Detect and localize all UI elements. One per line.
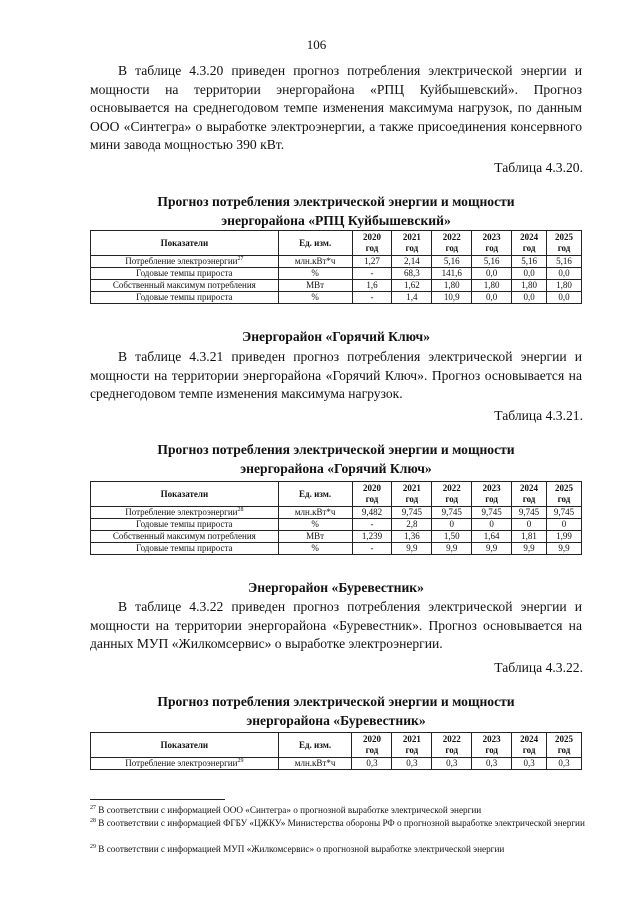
table-cell-value: 0,0	[547, 268, 582, 280]
row-indicator-text: Потребление электроэнергии	[125, 758, 238, 768]
table-cell-value: 1,36	[392, 531, 432, 543]
table-cell-value: 9,745	[392, 507, 432, 519]
section-heading-goryachy-klyuch: Энергорайон «Горячий Ключ»	[241, 329, 430, 344]
row-unit: МВт	[278, 531, 352, 543]
table-cell-value: 1,81	[512, 531, 547, 543]
year-label: год	[445, 494, 459, 504]
footnote-27: $^{27}$ В соответствии с информацией ООО «Синтегра» о прогнозной выработке электрической энергии	[90, 804, 482, 815]
forecast-table-burevestnik	[90, 732, 582, 770]
year-label: год	[522, 494, 536, 504]
year-label: год	[405, 243, 419, 253]
table-cell-value: 5,16	[512, 256, 547, 268]
row-unit: млн.кВт*ч	[278, 758, 352, 770]
row-indicator-text: Годовые темпы прироста	[136, 519, 233, 529]
year-label: год	[485, 243, 498, 253]
year-value: 2020	[362, 734, 381, 744]
row-indicator-text: Собственный максимум потребления	[112, 531, 256, 541]
table-cell-value: 1,62	[392, 280, 432, 292]
year-value: 2022	[442, 734, 461, 744]
table-cell-value: 1,27	[352, 256, 392, 268]
table-cell-value: 1,80	[512, 280, 547, 292]
row-unit: %	[278, 543, 352, 555]
table-cell-value: 0,3	[352, 758, 392, 770]
table-cell-value: 0,0	[472, 292, 512, 304]
table-cell-value: 0	[512, 519, 547, 531]
row-indicator-name	[91, 531, 279, 543]
table-title-4-3-20: Прогноз потребления электрической энергии и мощности энергорайона «РПЦ Куйбышевский»	[157, 194, 515, 228]
table-cell-value: 9,9	[392, 543, 432, 555]
table-cell-value: 1,239	[352, 531, 392, 543]
table-cell-value: 9,9	[432, 543, 472, 555]
table-cell-value: 9,9	[512, 543, 547, 555]
table-row	[91, 268, 582, 280]
year-value: 2020	[362, 232, 381, 242]
table-cell-value: -	[352, 292, 392, 304]
table-cell-value: 9,745	[432, 507, 472, 519]
table-cell-value: 5,16	[472, 256, 512, 268]
row-unit: МВт	[278, 280, 352, 292]
column-header-year	[392, 231, 432, 256]
row-unit: млн.кВт*ч	[278, 507, 352, 519]
table-cell-value: 1,80	[432, 280, 472, 292]
row-indicator-name	[91, 758, 279, 770]
column-header-year	[352, 733, 392, 758]
year-label: год	[445, 243, 459, 253]
table-cell-value: 0,3	[512, 758, 547, 770]
row-indicator-text: Собственный максимум потребления	[112, 280, 256, 290]
column-header-unit: Ед. изм.	[278, 231, 352, 256]
table-title-4-3-21: Прогноз потребления электрической энергии и мощности энергорайона «Горячий Ключ»	[157, 442, 515, 476]
forecast-table-goryachy-klyuch	[90, 481, 582, 555]
table-cell-value: 0	[432, 519, 472, 531]
column-header-year	[512, 231, 547, 256]
year-label: год	[522, 745, 536, 755]
year-label: год	[365, 494, 379, 504]
table-title-4-3-22: Прогноз потребления электрической энергии и мощности энергорайона «Буревестник»	[157, 694, 515, 728]
row-indicator-text: Потребление электроэнергии	[125, 507, 238, 517]
table-cell-value: 1,50	[432, 531, 472, 543]
table-cell-value: 0	[472, 519, 512, 531]
year-value: 2022	[442, 232, 461, 242]
table-cell-value: 0,0	[547, 292, 582, 304]
table-cell-value: 1,64	[472, 531, 512, 543]
table-cell-value: 141,6	[432, 268, 472, 280]
footnote-ref: 29	[237, 758, 244, 764]
table-cell-value: 9,745	[547, 507, 582, 519]
year-label: год	[365, 745, 379, 755]
forecast-table-rpc-kuibyshevsky	[90, 230, 582, 304]
table-cell-value: 1,80	[472, 280, 512, 292]
table-cell-value: 1,80	[547, 280, 582, 292]
year-value: 2022	[442, 483, 461, 493]
row-indicator-text: Годовые темпы прироста	[136, 268, 233, 278]
year-value: 2023	[482, 734, 501, 744]
table-cell-value: 0	[547, 519, 582, 531]
section-heading-burevestnik: Энергорайон «Буревестник»	[248, 580, 424, 595]
year-value: 2021	[402, 734, 421, 744]
table-cell-value: 0,3	[432, 758, 472, 770]
row-indicator-name	[91, 519, 279, 531]
table-label-4-3-22: Таблица 4.3.22.	[494, 660, 583, 675]
column-header-indicator: Показатели	[91, 482, 279, 507]
row-indicator-text: Годовые темпы прироста	[136, 292, 233, 302]
table-row	[91, 519, 582, 531]
column-header-indicator: Показатели	[91, 231, 279, 256]
footnote-separator	[90, 799, 225, 800]
column-header-year	[547, 231, 582, 256]
table-label-4-3-21: Таблица 4.3.21.	[494, 408, 583, 423]
table-cell-value: 5,16	[432, 256, 472, 268]
table-header-row	[91, 482, 582, 507]
year-label: год	[485, 745, 498, 755]
paragraph-table-4-3-20-intro: В таблице 4.3.20 приведен прогноз потребления электрической энергии и мощности на территории энергорайона «РПЦ Куйбышевский». Прогноз основывается на среднегодовом темпе изменения максимума нагрузок, по данным ООО «Синтегра» о выработке электроэнергии, а также присоединения консервного мини завода мощностью 390 кВт.	[90, 63, 582, 152]
footnote-ref: 28	[237, 507, 244, 513]
year-label: год	[557, 243, 571, 253]
row-indicator-name	[91, 256, 279, 268]
year-value: 2024	[520, 232, 539, 242]
row-indicator-name	[91, 507, 279, 519]
table-cell-value: -	[352, 268, 392, 280]
column-header-year	[512, 733, 547, 758]
table-cell-value: -	[352, 519, 392, 531]
table-cell-value: 9,482	[352, 507, 392, 519]
table-header-row	[91, 733, 582, 758]
table-cell-value: 0,3	[472, 758, 512, 770]
footnote-28: $^{28}$ В соответствии с информацией ФГБУ «ЦЖКУ» Министерства обороны РФ о прогнозной выработке электрической энергии	[90, 817, 585, 828]
column-header-year	[432, 482, 472, 507]
column-header-year	[432, 231, 472, 256]
table-cell-value: 5,16	[547, 256, 582, 268]
column-header-year	[472, 231, 512, 256]
row-unit: %	[278, 519, 352, 531]
footnote-29: $^{29}$ В соответствии с информацией МУП «Жилкомсервис» о прогнозной выработке электрической энергии	[90, 843, 505, 854]
column-header-year	[392, 482, 432, 507]
column-header-year	[472, 733, 512, 758]
table-cell-value: 10,9	[432, 292, 472, 304]
column-header-unit: Ед. изм.	[278, 733, 352, 758]
row-indicator-text: Годовые темпы прироста	[136, 543, 233, 553]
table-cell-value: 9,9	[547, 543, 582, 555]
year-label: год	[522, 243, 536, 253]
year-value: 2025	[555, 232, 574, 242]
table-row	[91, 531, 582, 543]
column-header-year	[472, 482, 512, 507]
column-header-year	[352, 482, 392, 507]
year-value: 2020	[362, 483, 381, 493]
row-unit: %	[278, 268, 352, 280]
year-label: год	[557, 745, 571, 755]
row-unit: %	[278, 292, 352, 304]
table-cell-value: 0,0	[512, 268, 547, 280]
table-cell-value: 9,745	[512, 507, 547, 519]
year-value: 2021	[402, 232, 421, 242]
table-cell-value: 9,9	[472, 543, 512, 555]
footnote-ref: 27	[237, 256, 244, 262]
year-label: год	[445, 745, 459, 755]
year-value: 2024	[520, 483, 539, 493]
row-unit: млн.кВт*ч	[278, 256, 352, 268]
year-value: 2021	[402, 483, 421, 493]
row-indicator-name	[91, 292, 279, 304]
table-cell-value: -	[352, 543, 392, 555]
row-indicator-name	[91, 268, 279, 280]
table-row	[91, 507, 582, 519]
table-cell-value: 0,3	[547, 758, 582, 770]
column-header-year	[352, 231, 392, 256]
row-indicator-name	[91, 543, 279, 555]
table-label-4-3-20: Таблица 4.3.20.	[494, 160, 583, 175]
year-value: 2023	[482, 483, 501, 493]
column-header-year	[547, 482, 582, 507]
year-value: 2023	[482, 232, 501, 242]
column-header-unit: Ед. изм.	[278, 482, 352, 507]
table-row	[91, 758, 582, 770]
table-cell-value: 2,14	[392, 256, 432, 268]
table-row	[91, 292, 582, 304]
year-label: год	[557, 494, 571, 504]
column-header-year	[392, 733, 432, 758]
page-number: 106	[306, 37, 327, 52]
column-header-indicator: Показатели	[91, 733, 279, 758]
table-cell-value: 0,0	[512, 292, 547, 304]
table-row	[91, 280, 582, 292]
table-cell-value: 1,6	[352, 280, 392, 292]
year-label: год	[485, 494, 498, 504]
year-value: 2025	[555, 734, 574, 744]
year-label: год	[405, 745, 419, 755]
year-label: год	[405, 494, 419, 504]
year-label: год	[365, 243, 379, 253]
table-row	[91, 256, 582, 268]
table-cell-value: 0,3	[392, 758, 432, 770]
column-header-year	[547, 733, 582, 758]
table-row	[91, 543, 582, 555]
table-cell-value: 1,4	[392, 292, 432, 304]
year-value: 2024	[520, 734, 539, 744]
table-cell-value: 68,3	[392, 268, 432, 280]
paragraph-table-4-3-21-intro: В таблице 4.3.21 приведен прогноз потребления электрической энергии и мощности на территории энергорайона «Горячий Ключ». Прогноз основывается на среднегодовом темпе изменения максимума нагрузок.	[90, 349, 582, 401]
column-header-year	[512, 482, 547, 507]
table-cell-value: 0,0	[472, 268, 512, 280]
table-cell-value: 2,8	[392, 519, 432, 531]
column-header-year	[432, 733, 472, 758]
table-header-row	[91, 231, 582, 256]
table-cell-value: 1,99	[547, 531, 582, 543]
table-cell-value: 9,745	[472, 507, 512, 519]
year-value: 2025	[555, 483, 573, 493]
row-indicator-text: Потребление электроэнергии	[125, 256, 238, 266]
row-indicator-name	[91, 280, 279, 292]
paragraph-table-4-3-22-intro: В таблице 4.3.22 приведен прогноз потребления электрической энергии и мощности на территории энергорайона «Буревестник». Прогноз основывается на данных МУП «Жилкомсервис» о выработке электроэнергии.	[90, 599, 582, 651]
